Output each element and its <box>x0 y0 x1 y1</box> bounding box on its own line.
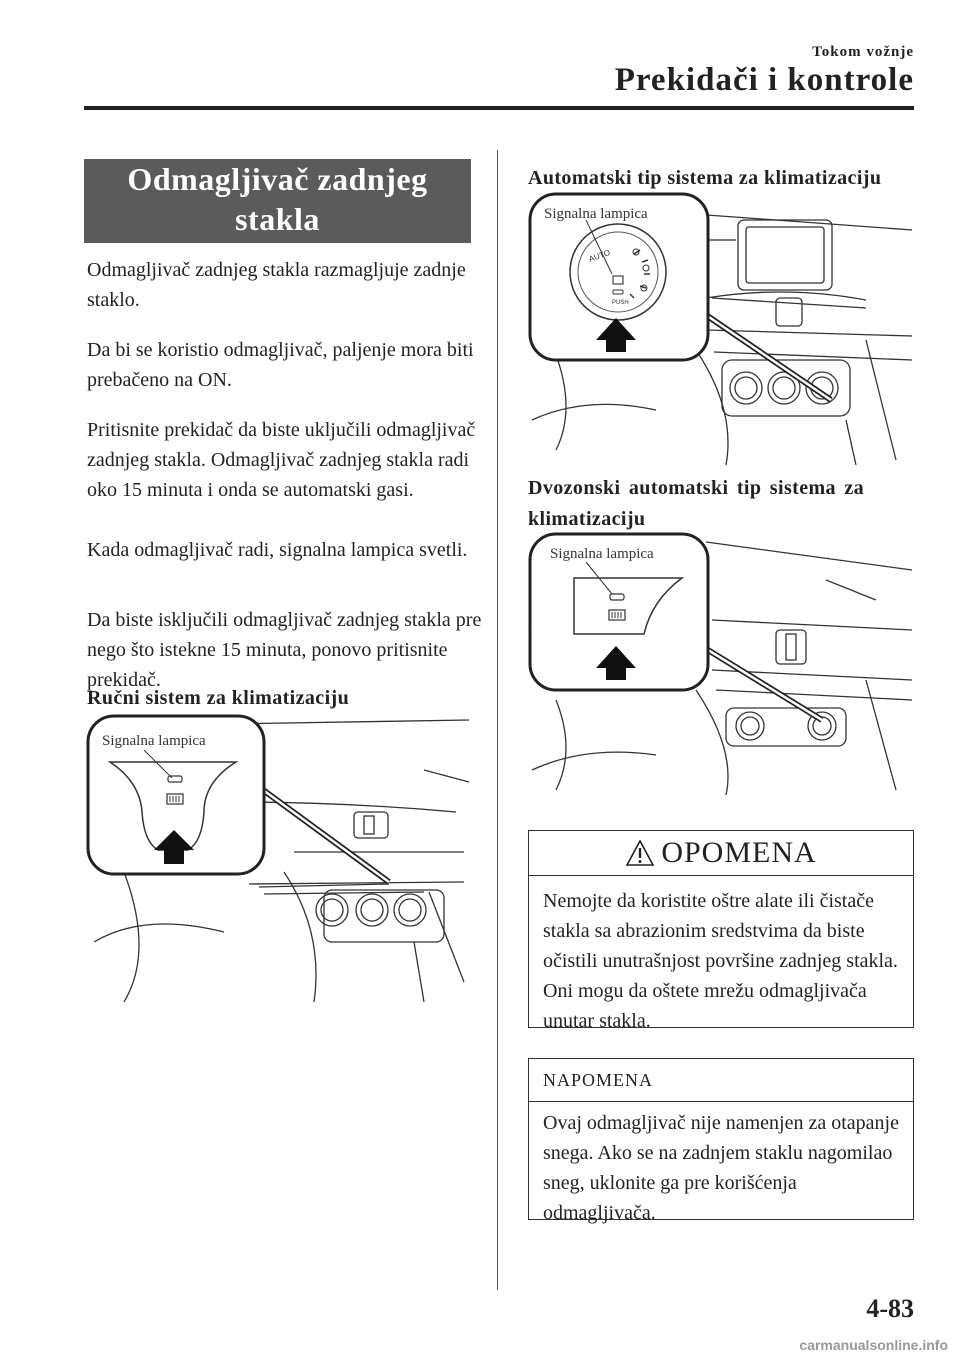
chapter-subtitle: Tokom vožnje <box>812 44 914 60</box>
paragraph-indicator: Kada odmagljivač radi, signalna lampica svetli. <box>87 539 468 561</box>
manual-callout: Signalna lampica <box>102 733 206 749</box>
automatic-callout: Signalna lampica <box>544 206 648 222</box>
warning-title: OPOMENA <box>661 836 817 869</box>
footer-watermark: carmanualsonline.info <box>799 1337 948 1353</box>
auto-label: AUTO <box>587 247 612 264</box>
automatic-ac-illustration <box>526 190 914 465</box>
paragraph-ignition: Da bi se koristio odmagljivač, paljenje mora biti prebačeno na ON. <box>87 339 474 391</box>
warning-triangle-icon <box>625 839 655 867</box>
section-title-line2: stakla <box>235 201 320 237</box>
paragraph-operation: Pritisnite prekidač da biste uključili odmagljivač zadnjeg stakla. Odmagljivač zadnjeg stakla radi oko 15 minuta i onda se automatski gasi. <box>87 419 476 501</box>
chapter-title: Prekidači i kontrole <box>614 62 914 98</box>
automatic-ac-heading: Automatski tip sistema za klimatizaciju <box>528 167 882 189</box>
warning-box <box>528 830 914 1032</box>
page-number: 4-83 <box>866 1294 914 1323</box>
note-title: NAPOMENA <box>529 1059 913 1102</box>
paragraph-intro: Odmagljivač zadnjeg stakla razmagljuje zadnje staklo. <box>87 259 466 311</box>
dual-zone-ac-illustration <box>526 530 914 795</box>
paragraph-turn-off: Da biste isključili odmagljivač zadnjeg stakla pre nego što istekne 15 minuta, ponovo pritisnite prekidač. <box>87 609 482 691</box>
dual-zone-callout: Signalna lampica <box>550 546 654 562</box>
warning-text: Nemojte da koristite oštre alate ili čistače stakla sa abrazionim sredstvima da biste očistili unutrašnjost površine zadnjeg stakla. Oni mogu da oštete mrežu odmagljivača unutar stakla. <box>543 890 898 1032</box>
section-title <box>84 159 471 243</box>
header-rule <box>84 106 914 110</box>
manual-ac-illustration <box>84 712 474 1002</box>
manual-ac-heading: Ručni sistem za klimatizaciju <box>87 687 350 709</box>
push-label: PUSH <box>612 300 629 306</box>
column-divider <box>497 150 498 1290</box>
note-text: Ovaj odmagljivač nije namenjen za otapanje snega. Ako se na zadnjem staklu nagomilao sneg, uklonite ga pre korišćenja odmagljivača. <box>543 1112 899 1224</box>
dual-zone-ac-heading: Dvozonski automatski tip sistema za klimatizaciju <box>528 477 865 530</box>
note-box <box>528 1058 914 1224</box>
warning-header <box>529 831 913 876</box>
section-title-line1: Odmagljivač zadnjeg <box>127 161 428 197</box>
